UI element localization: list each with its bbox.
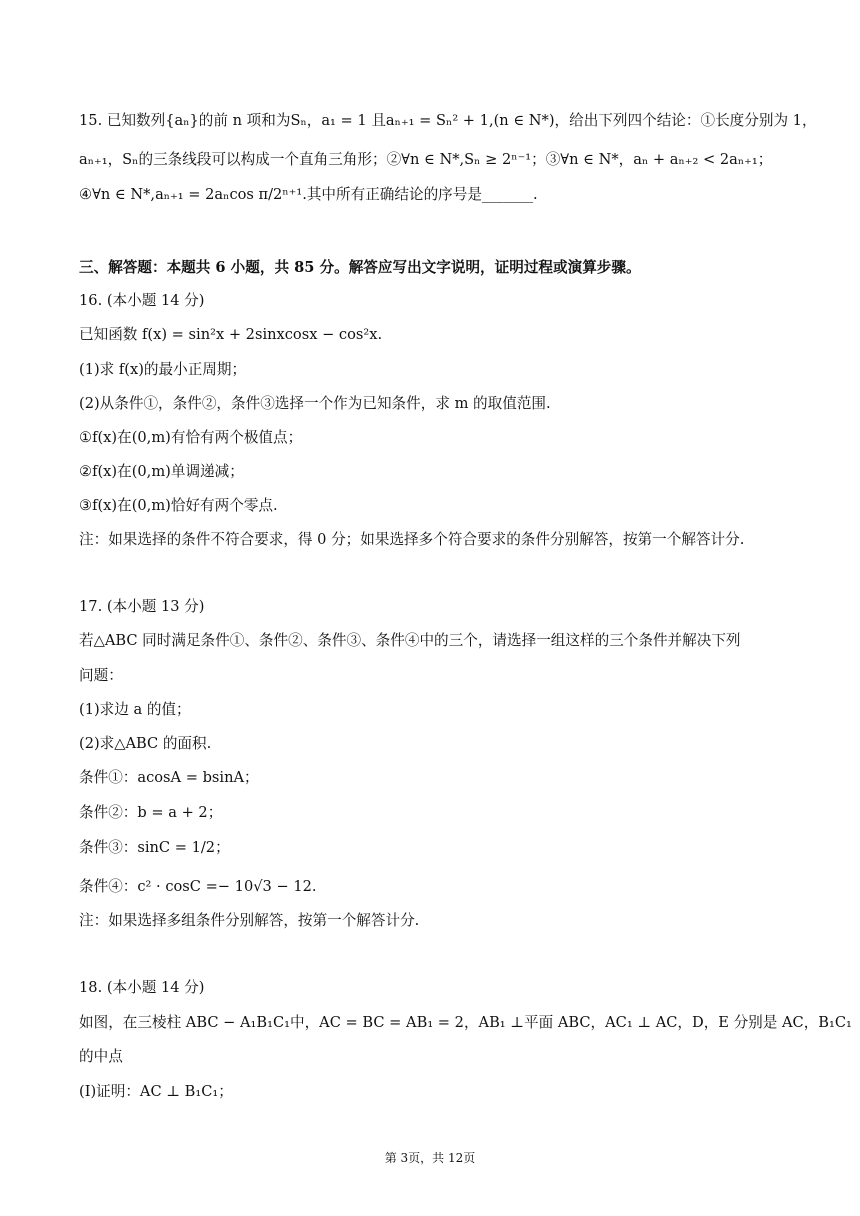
problem-17-line: (1)求边 a 的值； [79, 701, 191, 718]
problem-17-line: 若△ABC 同时满足条件①、条件②、条件③、条件④中的三个，请选择一组这样的三个条件并解决下列 [79, 632, 741, 649]
problem-16-line: ②f(x)在(0,m)单调递减； [79, 463, 244, 480]
problem-18-line: 的中点 [79, 1048, 123, 1065]
problem-15-line-1: 15. 已知数列{aₙ}的前 n 项和为Sₙ，a₁ = 1 且aₙ₊₁ = Sₙ² + 1,(n ∈ N*)，给出下列四个结论：①长度分别为 1， [79, 112, 817, 129]
problem-16-line: ③f(x)在(0,m)恰好有两个零点. [79, 497, 278, 514]
problem-17-condition-1: 条件①：acosA = bsinA； [79, 769, 259, 786]
problem-18-part-1: (Ⅰ)证明：AC ⊥ B₁C₁； [79, 1083, 233, 1100]
problem-16-note: 注：如果选择的条件不符合要求，得 0 分；如果选择多个符合要求的条件分别解答，按第一个解答计分. [79, 531, 745, 548]
page-number: 第 3页，共 12页 [384, 1151, 476, 1165]
problem-17-condition-2: 条件②：b = a + 2； [79, 804, 223, 821]
problem-16-header: 16. (本小题 14 分) [79, 292, 205, 309]
problem-16-line: (1)求 f(x)的最小正周期； [79, 361, 247, 378]
problem-17-condition-3: 条件③：sinC = 1/2； [79, 839, 230, 856]
problem-15-line-2: aₙ₊₁，Sₙ的三条线段可以构成一个直角三角形；②∀n ∈ N*,Sₙ ≥ 2ⁿ⁻¹；③∀n ∈ N*，aₙ + aₙ₊₂ < 2aₙ₊₁； [79, 151, 773, 168]
problem-18-line: 如图，在三棱柱 ABC − A₁B₁C₁中，AC = BC = AB₁ = 2，AB₁ ⊥平面 ABC，AC₁ ⊥ AC，D，E 分别是 AC，B₁C₁ [79, 1014, 852, 1031]
problem-15-line-3: ④∀n ∈ N*,aₙ₊₁ = 2aₙcos π/2ⁿ⁺¹.其中所有正确结论的序号是_______. [79, 186, 538, 203]
problem-18-header: 18. (本小题 14 分) [79, 979, 205, 996]
problem-17-condition-4: 条件④：c² · cosC =− 10√3 − 12. [79, 878, 317, 895]
section-3-heading: 三、解答题：本题共 6 小题，共 85 分。解答应写出文字说明，证明过程或演算步骤。 [79, 259, 641, 276]
problem-16-line: (2)从条件①，条件②，条件③选择一个作为已知条件，求 m 的取值范围. [79, 395, 551, 412]
problem-17-header: 17. (本小题 13 分) [79, 598, 205, 615]
problem-17-line: 问题： [79, 667, 123, 684]
problem-16-line: 已知函数 f(x) = sin²x + 2sinxcosx − cos²x. [79, 326, 383, 343]
problem-17-note: 注：如果选择多组条件分别解答，按第一个解答计分. [79, 912, 420, 929]
problem-17-line: (2)求△ABC 的面积. [79, 735, 212, 752]
problem-16-line: ①f(x)在(0,m)有恰有两个极值点； [79, 429, 303, 446]
